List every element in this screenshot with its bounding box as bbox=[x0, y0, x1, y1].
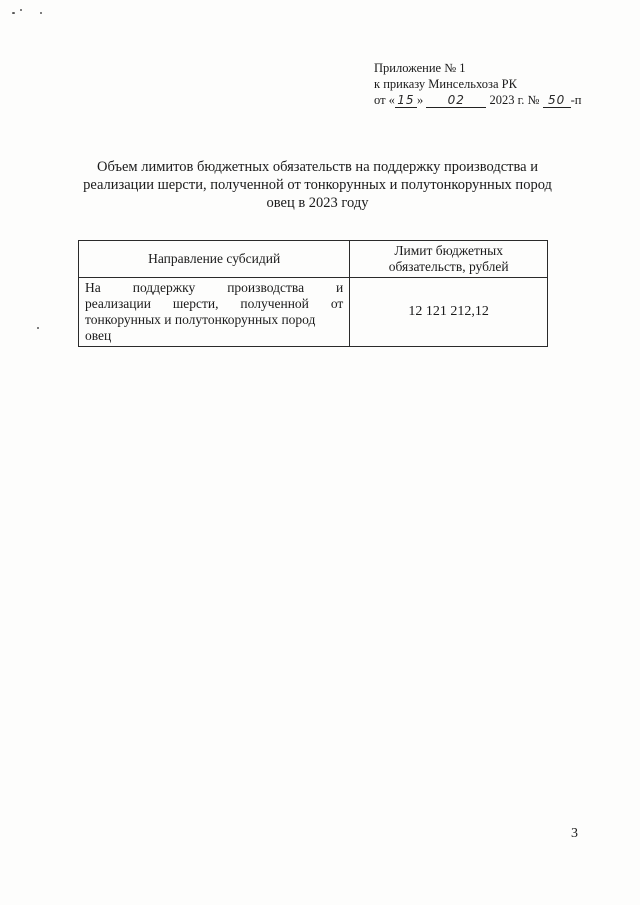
limits-table bbox=[78, 240, 548, 347]
table-header-row bbox=[79, 241, 548, 278]
scan-speck bbox=[40, 12, 42, 14]
scan-speck bbox=[12, 12, 15, 14]
order-year: 2023 г. № bbox=[489, 93, 540, 107]
title-line-1: Объем лимитов бюджетных обязательств на поддержку производства и bbox=[97, 159, 538, 175]
order-reference: к приказу Минсельхоза РК bbox=[374, 77, 517, 91]
direction-line: реализации шерсти, полученной от bbox=[85, 296, 344, 311]
direction-line: На поддержку производства и bbox=[85, 280, 344, 295]
subsidy-direction-cell bbox=[79, 278, 350, 347]
appendix-header bbox=[374, 60, 614, 108]
title-line-3: овец в 2023 году bbox=[266, 195, 369, 211]
date-mid: » bbox=[416, 93, 424, 107]
order-date-line bbox=[374, 92, 614, 108]
page-number: 3 bbox=[571, 826, 578, 841]
column-header-direction: Направление субсидий bbox=[79, 241, 350, 278]
date-prefix: от « bbox=[374, 93, 395, 107]
order-month: 02 bbox=[426, 94, 486, 108]
scan-speck bbox=[20, 9, 22, 11]
limits-table-container bbox=[78, 240, 548, 347]
column-header-limit bbox=[350, 241, 548, 278]
order-day: 15 bbox=[395, 94, 417, 108]
limit-amount-cell: 12 121 212,12 bbox=[350, 278, 548, 347]
document-title bbox=[80, 158, 555, 212]
scan-speck bbox=[37, 327, 39, 329]
appendix-number: Приложение № 1 bbox=[374, 61, 466, 75]
column-header-limit-line-2: обязательств, рублей bbox=[388, 259, 509, 274]
order-number-suffix: -п bbox=[570, 93, 582, 107]
order-number: 50 bbox=[543, 94, 571, 108]
direction-line: тонкорунных и полутонкорунных пород bbox=[85, 312, 316, 327]
table-row bbox=[79, 278, 548, 347]
title-line-2: реализации шерсти, полученной от тонкорунных и полутонкорунных пород bbox=[83, 177, 552, 193]
direction-line: овец bbox=[85, 328, 112, 343]
column-header-limit-line-1: Лимит бюджетных bbox=[394, 243, 503, 258]
